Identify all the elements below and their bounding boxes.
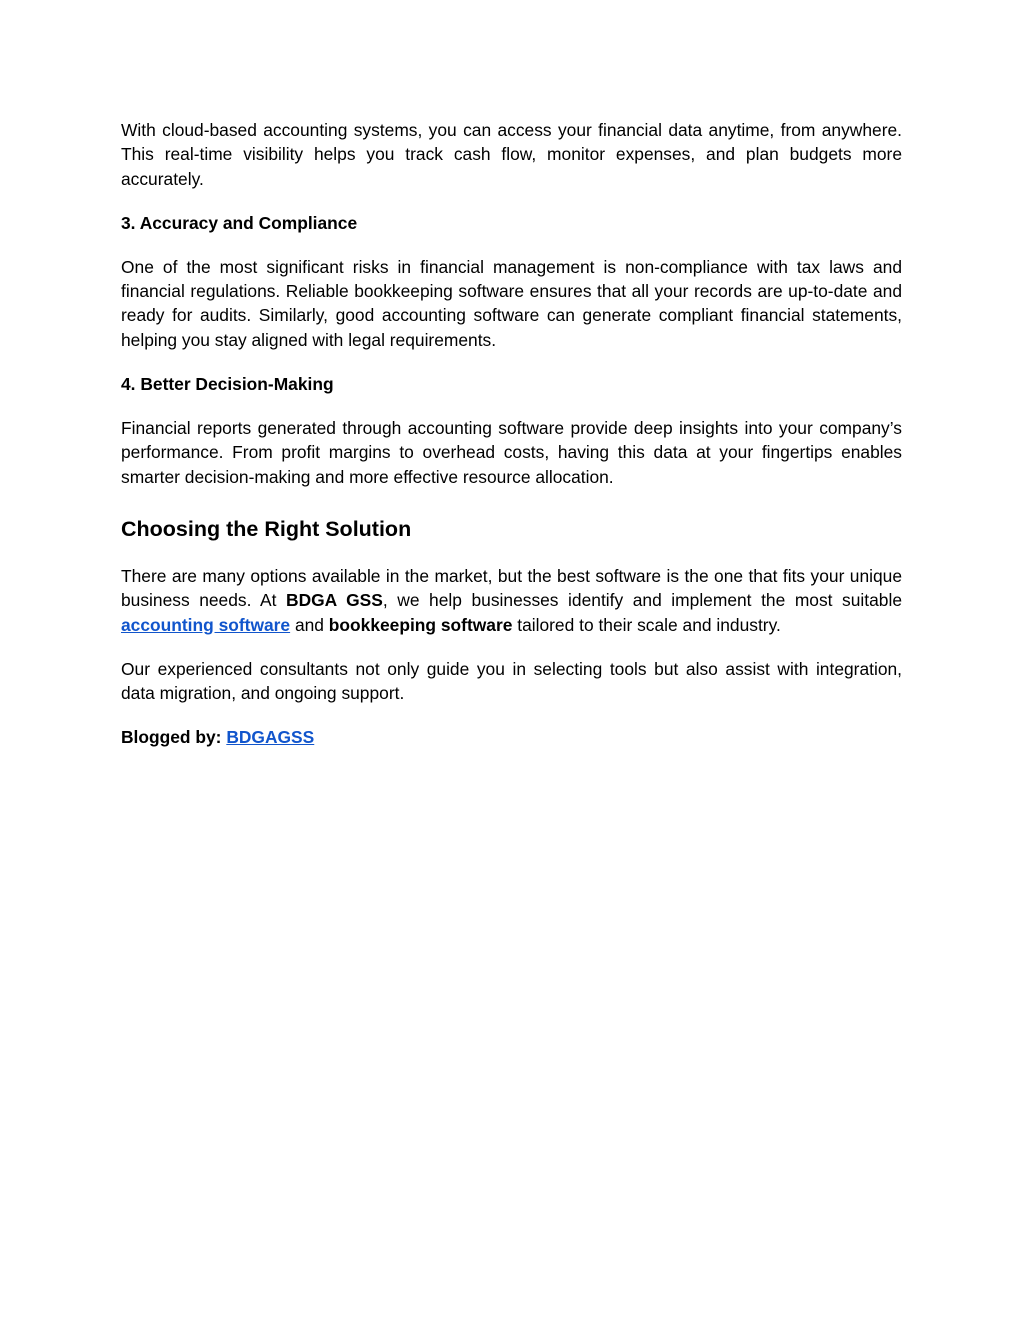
accounting-software-link[interactable]: accounting software: [121, 614, 291, 635]
solution-text-4: tailored to their scale and industry.: [512, 614, 781, 635]
accuracy-paragraph: One of the most significant risks in financial management is non-compliance with tax laws and financial regulations. Reliable bookkeeping software ensures that all your records are up-to-date and ready for audits. Similarly, good accounting software can generate compliant financial statements, helping you stay aligned with legal requirements.: [121, 256, 902, 350]
byline: [121, 725, 902, 749]
decision-heading: 4. Better Decision-Making: [121, 374, 334, 395]
intro-paragraph: With cloud-based accounting systems, you can access your financial data anytime, from anywhere. This real-time visibility helps you track cash flow, monitor expenses, and plan budgets more accurately.: [121, 120, 902, 189]
byline-link[interactable]: BDGAGSS: [226, 727, 315, 748]
bookkeeping-software-text: bookkeeping software: [328, 614, 513, 635]
solution-text-1: There are many options available in the market, but the best software is the one that fits your unique business needs. At: [121, 565, 902, 611]
solution-paragraph-1: [121, 564, 902, 637]
byline-label: Blogged by:: [121, 727, 227, 748]
document-page: [121, 118, 902, 749]
brand-name: BDGA GSS: [286, 590, 383, 611]
accuracy-heading: 3. Accuracy and Compliance: [121, 212, 358, 233]
solution-paragraph-2: Our experienced consultants not only guide you in selecting tools but also assist with integration, data migration, and ongoing support.: [121, 658, 902, 704]
solution-heading: Choosing the Right Solution: [121, 516, 412, 541]
solution-text-2: , we help businesses identify and implement the most suitable: [382, 590, 903, 611]
decision-paragraph: Financial reports generated through accounting software provide deep insights into your company’s performance. From profit margins to overhead costs, having this data at your fingertips enables smarter decision-making and more effective resource allocation.: [121, 418, 902, 487]
solution-text-3: and: [290, 614, 329, 635]
